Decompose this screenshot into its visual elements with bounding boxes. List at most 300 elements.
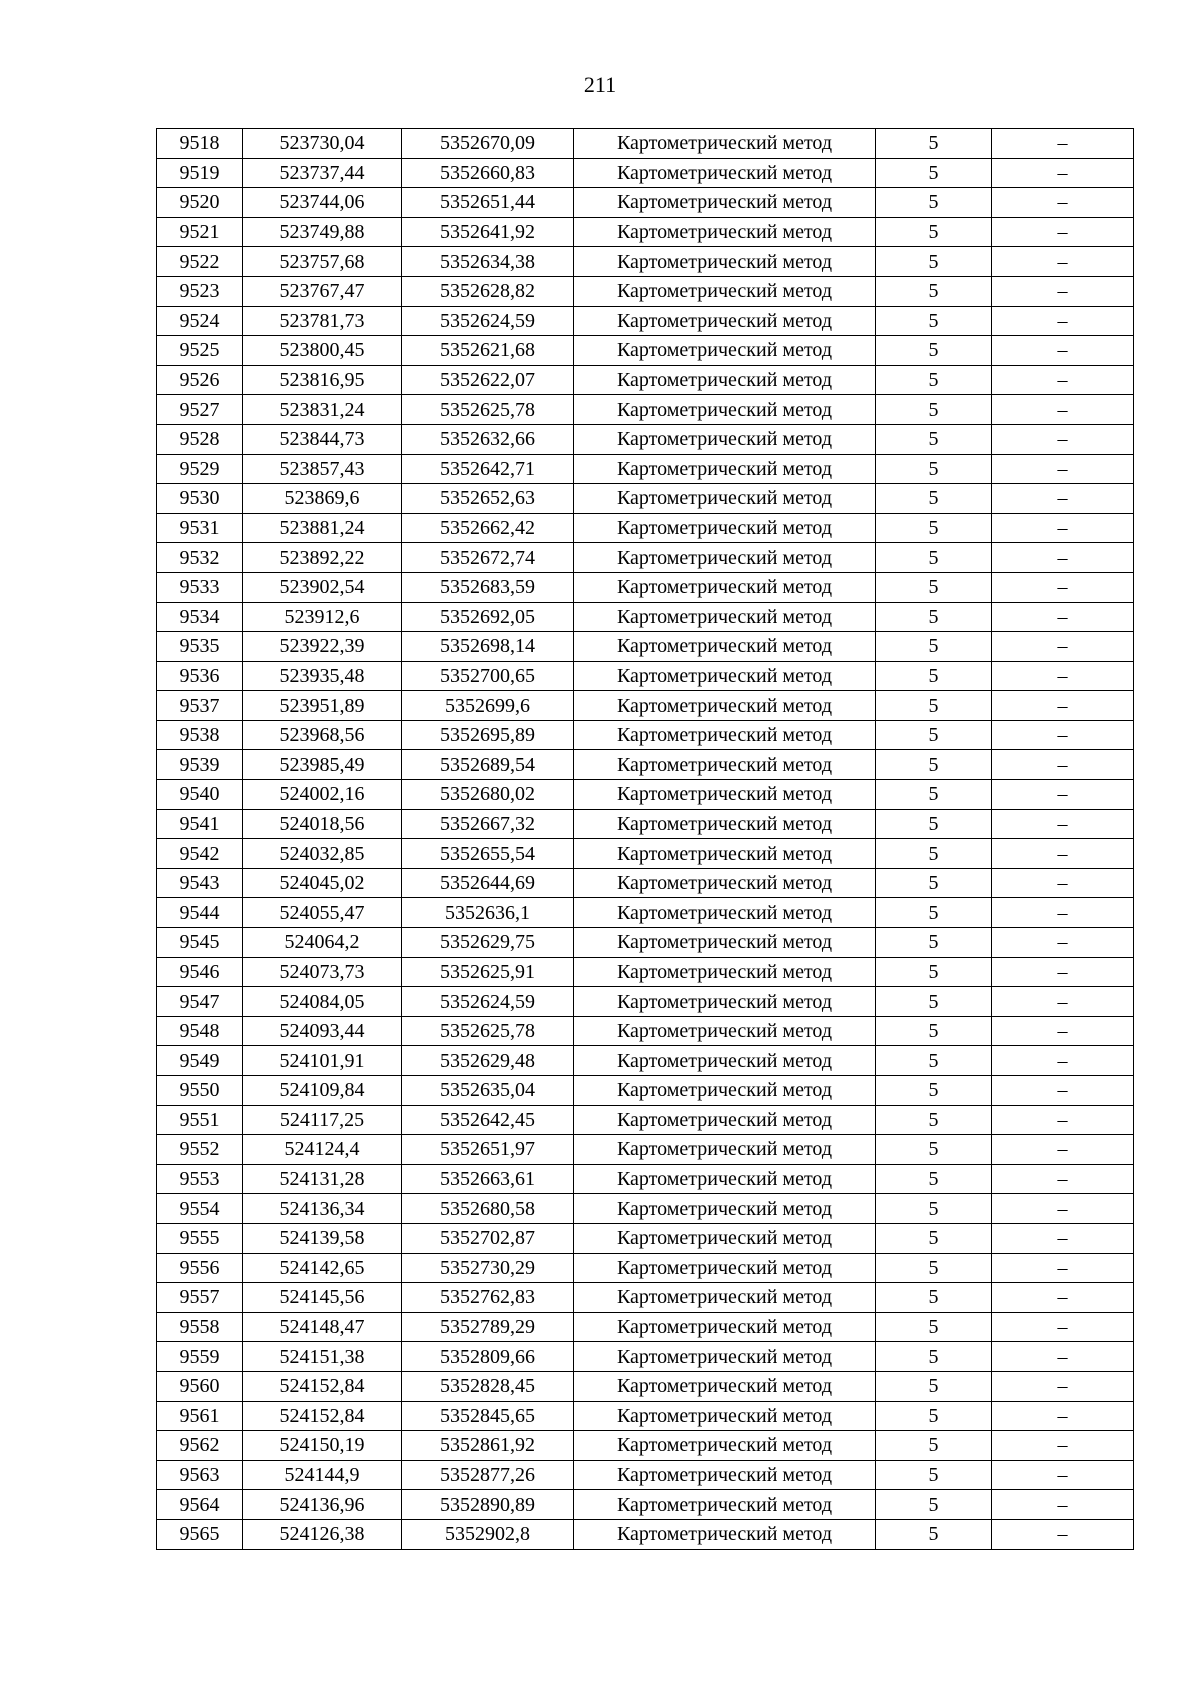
- x-coordinate-cell: 523737,44: [243, 158, 402, 188]
- table-row: [157, 1519, 1134, 1549]
- point-number-cell: 9524: [157, 306, 243, 336]
- y-coordinate-cell: 5352621,68: [402, 336, 574, 366]
- method-cell: Картометрический метод: [574, 1490, 876, 1520]
- accuracy-cell: 5: [876, 987, 992, 1017]
- method-cell: Картометрический метод: [574, 957, 876, 987]
- note-cell: –: [992, 129, 1134, 159]
- table-row: [157, 1371, 1134, 1401]
- accuracy-cell: 5: [876, 543, 992, 573]
- x-coordinate-cell: 524145,56: [243, 1283, 402, 1313]
- note-cell: –: [992, 1135, 1134, 1165]
- y-coordinate-cell: 5352695,89: [402, 720, 574, 750]
- x-coordinate-cell: 523935,48: [243, 661, 402, 691]
- y-coordinate-cell: 5352670,09: [402, 129, 574, 159]
- y-coordinate-cell: 5352635,04: [402, 1076, 574, 1106]
- accuracy-cell: 5: [876, 1283, 992, 1313]
- accuracy-cell: 5: [876, 1312, 992, 1342]
- accuracy-cell: 5: [876, 1223, 992, 1253]
- method-cell: Картометрический метод: [574, 217, 876, 247]
- table-row: [157, 1076, 1134, 1106]
- x-coordinate-cell: 524126,38: [243, 1519, 402, 1549]
- x-coordinate-cell: 524139,58: [243, 1223, 402, 1253]
- table-row: [157, 1460, 1134, 1490]
- point-number-cell: 9560: [157, 1371, 243, 1401]
- note-cell: –: [992, 1519, 1134, 1549]
- point-number-cell: 9532: [157, 543, 243, 573]
- point-number-cell: 9548: [157, 1016, 243, 1046]
- x-coordinate-cell: 523800,45: [243, 336, 402, 366]
- table-row: [157, 928, 1134, 958]
- table-row: [157, 395, 1134, 425]
- table-row: [157, 809, 1134, 839]
- table-row: [157, 1431, 1134, 1461]
- point-number-cell: 9530: [157, 484, 243, 514]
- accuracy-cell: 5: [876, 513, 992, 543]
- y-coordinate-cell: 5352655,54: [402, 839, 574, 869]
- method-cell: Картометрический метод: [574, 632, 876, 662]
- point-number-cell: 9537: [157, 691, 243, 721]
- method-cell: Картометрический метод: [574, 247, 876, 277]
- note-cell: –: [992, 632, 1134, 662]
- table-row: [157, 1164, 1134, 1194]
- note-cell: –: [992, 720, 1134, 750]
- y-coordinate-cell: 5352652,63: [402, 484, 574, 514]
- accuracy-cell: 5: [876, 957, 992, 987]
- method-cell: Картометрический метод: [574, 691, 876, 721]
- accuracy-cell: 5: [876, 898, 992, 928]
- x-coordinate-cell: 524064,2: [243, 928, 402, 958]
- accuracy-cell: 5: [876, 484, 992, 514]
- note-cell: –: [992, 780, 1134, 810]
- x-coordinate-cell: 524131,28: [243, 1164, 402, 1194]
- point-number-cell: 9562: [157, 1431, 243, 1461]
- x-coordinate-cell: 524002,16: [243, 780, 402, 810]
- method-cell: Картометрический метод: [574, 720, 876, 750]
- table-row: [157, 365, 1134, 395]
- note-cell: –: [992, 572, 1134, 602]
- point-number-cell: 9520: [157, 188, 243, 218]
- method-cell: Картометрический метод: [574, 839, 876, 869]
- table-row: [157, 1342, 1134, 1372]
- point-number-cell: 9549: [157, 1046, 243, 1076]
- y-coordinate-cell: 5352828,45: [402, 1371, 574, 1401]
- x-coordinate-cell: 523985,49: [243, 750, 402, 780]
- table-row: [157, 1223, 1134, 1253]
- x-coordinate-cell: 524142,65: [243, 1253, 402, 1283]
- note-cell: –: [992, 957, 1134, 987]
- point-number-cell: 9523: [157, 276, 243, 306]
- y-coordinate-cell: 5352680,58: [402, 1194, 574, 1224]
- method-cell: Картометрический метод: [574, 513, 876, 543]
- method-cell: Картометрический метод: [574, 306, 876, 336]
- note-cell: –: [992, 1431, 1134, 1461]
- y-coordinate-cell: 5352672,74: [402, 543, 574, 573]
- note-cell: –: [992, 661, 1134, 691]
- point-number-cell: 9536: [157, 661, 243, 691]
- point-number-cell: 9564: [157, 1490, 243, 1520]
- x-coordinate-cell: 523730,04: [243, 129, 402, 159]
- accuracy-cell: 5: [876, 720, 992, 750]
- table-row: [157, 868, 1134, 898]
- note-cell: –: [992, 1076, 1134, 1106]
- table-row: [157, 454, 1134, 484]
- point-number-cell: 9525: [157, 336, 243, 366]
- note-cell: –: [992, 454, 1134, 484]
- table-row: [157, 1046, 1134, 1076]
- x-coordinate-cell: 523757,68: [243, 247, 402, 277]
- y-coordinate-cell: 5352877,26: [402, 1460, 574, 1490]
- x-coordinate-cell: 524124,4: [243, 1135, 402, 1165]
- y-coordinate-cell: 5352622,07: [402, 365, 574, 395]
- note-cell: –: [992, 188, 1134, 218]
- y-coordinate-cell: 5352644,69: [402, 868, 574, 898]
- method-cell: Картометрический метод: [574, 276, 876, 306]
- note-cell: –: [992, 1105, 1134, 1135]
- point-number-cell: 9557: [157, 1283, 243, 1313]
- point-number-cell: 9552: [157, 1135, 243, 1165]
- table-row: [157, 1105, 1134, 1135]
- y-coordinate-cell: 5352680,02: [402, 780, 574, 810]
- accuracy-cell: 5: [876, 572, 992, 602]
- y-coordinate-cell: 5352683,59: [402, 572, 574, 602]
- x-coordinate-cell: 524117,25: [243, 1105, 402, 1135]
- point-number-cell: 9542: [157, 839, 243, 869]
- y-coordinate-cell: 5352667,32: [402, 809, 574, 839]
- point-number-cell: 9541: [157, 809, 243, 839]
- point-number-cell: 9529: [157, 454, 243, 484]
- y-coordinate-cell: 5352730,29: [402, 1253, 574, 1283]
- table-row: [157, 839, 1134, 869]
- table-row: [157, 247, 1134, 277]
- note-cell: –: [992, 306, 1134, 336]
- x-coordinate-cell: 524073,73: [243, 957, 402, 987]
- accuracy-cell: 5: [876, 1401, 992, 1431]
- accuracy-cell: 5: [876, 928, 992, 958]
- point-number-cell: 9546: [157, 957, 243, 987]
- x-coordinate-cell: 523892,22: [243, 543, 402, 573]
- method-cell: Картометрический метод: [574, 1283, 876, 1313]
- table-row: [157, 1194, 1134, 1224]
- accuracy-cell: 5: [876, 780, 992, 810]
- method-cell: Картометрический метод: [574, 1431, 876, 1461]
- method-cell: Картометрический метод: [574, 809, 876, 839]
- method-cell: Картометрический метод: [574, 454, 876, 484]
- note-cell: –: [992, 928, 1134, 958]
- method-cell: Картометрический метод: [574, 424, 876, 454]
- table-row: [157, 158, 1134, 188]
- point-number-cell: 9521: [157, 217, 243, 247]
- point-number-cell: 9561: [157, 1401, 243, 1431]
- point-number-cell: 9534: [157, 602, 243, 632]
- note-cell: –: [992, 750, 1134, 780]
- method-cell: Картометрический метод: [574, 602, 876, 632]
- accuracy-cell: 5: [876, 1342, 992, 1372]
- accuracy-cell: 5: [876, 1253, 992, 1283]
- x-coordinate-cell: 523902,54: [243, 572, 402, 602]
- method-cell: Картометрический метод: [574, 1016, 876, 1046]
- point-number-cell: 9555: [157, 1223, 243, 1253]
- point-number-cell: 9526: [157, 365, 243, 395]
- accuracy-cell: 5: [876, 1460, 992, 1490]
- x-coordinate-cell: 524055,47: [243, 898, 402, 928]
- accuracy-cell: 5: [876, 1016, 992, 1046]
- note-cell: –: [992, 424, 1134, 454]
- note-cell: –: [992, 247, 1134, 277]
- point-number-cell: 9545: [157, 928, 243, 958]
- point-number-cell: 9518: [157, 129, 243, 159]
- method-cell: Картометрический метод: [574, 1105, 876, 1135]
- method-cell: Картометрический метод: [574, 395, 876, 425]
- method-cell: Картометрический метод: [574, 898, 876, 928]
- note-cell: –: [992, 217, 1134, 247]
- method-cell: Картометрический метод: [574, 572, 876, 602]
- x-coordinate-cell: 524144,9: [243, 1460, 402, 1490]
- method-cell: Картометрический метод: [574, 1460, 876, 1490]
- table-row: [157, 188, 1134, 218]
- coordinates-table: [156, 128, 1134, 1550]
- method-cell: Картометрический метод: [574, 158, 876, 188]
- accuracy-cell: 5: [876, 454, 992, 484]
- point-number-cell: 9556: [157, 1253, 243, 1283]
- y-coordinate-cell: 5352625,78: [402, 395, 574, 425]
- accuracy-cell: 5: [876, 1135, 992, 1165]
- method-cell: Картометрический метод: [574, 661, 876, 691]
- table-row: [157, 1016, 1134, 1046]
- note-cell: –: [992, 1046, 1134, 1076]
- note-cell: –: [992, 1401, 1134, 1431]
- note-cell: –: [992, 1371, 1134, 1401]
- x-coordinate-cell: 524151,38: [243, 1342, 402, 1372]
- method-cell: Картометрический метод: [574, 1046, 876, 1076]
- table-row: [157, 691, 1134, 721]
- accuracy-cell: 5: [876, 750, 992, 780]
- x-coordinate-cell: 523881,24: [243, 513, 402, 543]
- accuracy-cell: 5: [876, 336, 992, 366]
- note-cell: –: [992, 158, 1134, 188]
- method-cell: Картометрический метод: [574, 1253, 876, 1283]
- point-number-cell: 9531: [157, 513, 243, 543]
- y-coordinate-cell: 5352629,48: [402, 1046, 574, 1076]
- accuracy-cell: 5: [876, 1490, 992, 1520]
- note-cell: –: [992, 543, 1134, 573]
- point-number-cell: 9558: [157, 1312, 243, 1342]
- note-cell: –: [992, 1164, 1134, 1194]
- note-cell: –: [992, 691, 1134, 721]
- note-cell: –: [992, 1253, 1134, 1283]
- point-number-cell: 9553: [157, 1164, 243, 1194]
- accuracy-cell: 5: [876, 809, 992, 839]
- accuracy-cell: 5: [876, 1105, 992, 1135]
- method-cell: Картометрический метод: [574, 1194, 876, 1224]
- method-cell: Картометрический метод: [574, 188, 876, 218]
- y-coordinate-cell: 5352651,97: [402, 1135, 574, 1165]
- x-coordinate-cell: 524150,19: [243, 1431, 402, 1461]
- accuracy-cell: 5: [876, 395, 992, 425]
- table-row: [157, 513, 1134, 543]
- accuracy-cell: 5: [876, 1371, 992, 1401]
- x-coordinate-cell: 523922,39: [243, 632, 402, 662]
- table-row: [157, 1253, 1134, 1283]
- accuracy-cell: 5: [876, 661, 992, 691]
- point-number-cell: 9522: [157, 247, 243, 277]
- y-coordinate-cell: 5352692,05: [402, 602, 574, 632]
- point-number-cell: 9539: [157, 750, 243, 780]
- y-coordinate-cell: 5352636,1: [402, 898, 574, 928]
- point-number-cell: 9519: [157, 158, 243, 188]
- x-coordinate-cell: 524148,47: [243, 1312, 402, 1342]
- method-cell: Картометрический метод: [574, 543, 876, 573]
- y-coordinate-cell: 5352809,66: [402, 1342, 574, 1372]
- note-cell: –: [992, 276, 1134, 306]
- point-number-cell: 9559: [157, 1342, 243, 1372]
- method-cell: Картометрический метод: [574, 1312, 876, 1342]
- method-cell: Картометрический метод: [574, 365, 876, 395]
- x-coordinate-cell: 523831,24: [243, 395, 402, 425]
- point-number-cell: 9550: [157, 1076, 243, 1106]
- table-row: [157, 424, 1134, 454]
- note-cell: –: [992, 1016, 1134, 1046]
- method-cell: Картометрический метод: [574, 868, 876, 898]
- table-row: [157, 1283, 1134, 1313]
- point-number-cell: 9538: [157, 720, 243, 750]
- table-row: [157, 632, 1134, 662]
- point-number-cell: 9528: [157, 424, 243, 454]
- x-coordinate-cell: 523767,47: [243, 276, 402, 306]
- method-cell: Картометрический метод: [574, 1519, 876, 1549]
- x-coordinate-cell: 524109,84: [243, 1076, 402, 1106]
- y-coordinate-cell: 5352845,65: [402, 1401, 574, 1431]
- x-coordinate-cell: 524136,34: [243, 1194, 402, 1224]
- table-row: [157, 780, 1134, 810]
- note-cell: –: [992, 1194, 1134, 1224]
- x-coordinate-cell: 523749,88: [243, 217, 402, 247]
- accuracy-cell: 5: [876, 276, 992, 306]
- x-coordinate-cell: 524152,84: [243, 1401, 402, 1431]
- method-cell: Картометрический метод: [574, 484, 876, 514]
- table-row: [157, 750, 1134, 780]
- accuracy-cell: 5: [876, 691, 992, 721]
- note-cell: –: [992, 513, 1134, 543]
- y-coordinate-cell: 5352625,91: [402, 957, 574, 987]
- table-row: [157, 898, 1134, 928]
- note-cell: –: [992, 868, 1134, 898]
- x-coordinate-cell: 523844,73: [243, 424, 402, 454]
- table-row: [157, 484, 1134, 514]
- x-coordinate-cell: 523951,89: [243, 691, 402, 721]
- y-coordinate-cell: 5352625,78: [402, 1016, 574, 1046]
- accuracy-cell: 5: [876, 839, 992, 869]
- point-number-cell: 9544: [157, 898, 243, 928]
- table-row: [157, 336, 1134, 366]
- accuracy-cell: 5: [876, 158, 992, 188]
- accuracy-cell: 5: [876, 1431, 992, 1461]
- point-number-cell: 9543: [157, 868, 243, 898]
- method-cell: Картометрический метод: [574, 129, 876, 159]
- note-cell: –: [992, 809, 1134, 839]
- note-cell: –: [992, 1223, 1134, 1253]
- x-coordinate-cell: 523912,6: [243, 602, 402, 632]
- table-row: [157, 572, 1134, 602]
- table-row: [157, 306, 1134, 336]
- accuracy-cell: 5: [876, 424, 992, 454]
- y-coordinate-cell: 5352642,71: [402, 454, 574, 484]
- y-coordinate-cell: 5352641,92: [402, 217, 574, 247]
- x-coordinate-cell: 524152,84: [243, 1371, 402, 1401]
- table-row: [157, 217, 1134, 247]
- note-cell: –: [992, 484, 1134, 514]
- y-coordinate-cell: 5352700,65: [402, 661, 574, 691]
- accuracy-cell: 5: [876, 1194, 992, 1224]
- accuracy-cell: 5: [876, 188, 992, 218]
- table-row: [157, 1490, 1134, 1520]
- point-number-cell: 9565: [157, 1519, 243, 1549]
- note-cell: –: [992, 1342, 1134, 1372]
- y-coordinate-cell: 5352762,83: [402, 1283, 574, 1313]
- x-coordinate-cell: 523869,6: [243, 484, 402, 514]
- x-coordinate-cell: 523816,95: [243, 365, 402, 395]
- note-cell: –: [992, 602, 1134, 632]
- point-number-cell: 9540: [157, 780, 243, 810]
- point-number-cell: 9551: [157, 1105, 243, 1135]
- y-coordinate-cell: 5352861,92: [402, 1431, 574, 1461]
- y-coordinate-cell: 5352634,38: [402, 247, 574, 277]
- note-cell: –: [992, 987, 1134, 1017]
- x-coordinate-cell: 524018,56: [243, 809, 402, 839]
- x-coordinate-cell: 523744,06: [243, 188, 402, 218]
- y-coordinate-cell: 5352698,14: [402, 632, 574, 662]
- accuracy-cell: 5: [876, 217, 992, 247]
- note-cell: –: [992, 365, 1134, 395]
- y-coordinate-cell: 5352702,87: [402, 1223, 574, 1253]
- point-number-cell: 9527: [157, 395, 243, 425]
- y-coordinate-cell: 5352651,44: [402, 188, 574, 218]
- x-coordinate-cell: 524084,05: [243, 987, 402, 1017]
- y-coordinate-cell: 5352890,89: [402, 1490, 574, 1520]
- note-cell: –: [992, 336, 1134, 366]
- method-cell: Картометрический метод: [574, 1342, 876, 1372]
- table-row: [157, 129, 1134, 159]
- y-coordinate-cell: 5352632,66: [402, 424, 574, 454]
- note-cell: –: [992, 1283, 1134, 1313]
- note-cell: –: [992, 395, 1134, 425]
- method-cell: Картометрический метод: [574, 1401, 876, 1431]
- y-coordinate-cell: 5352642,45: [402, 1105, 574, 1135]
- y-coordinate-cell: 5352789,29: [402, 1312, 574, 1342]
- page-number: 211: [583, 72, 617, 97]
- coordinates-table-body: [157, 129, 1134, 1550]
- method-cell: Картометрический метод: [574, 750, 876, 780]
- note-cell: –: [992, 1312, 1134, 1342]
- table-row: [157, 276, 1134, 306]
- table-row: [157, 987, 1134, 1017]
- table-row: [157, 661, 1134, 691]
- table-row: [157, 602, 1134, 632]
- y-coordinate-cell: 5352660,83: [402, 158, 574, 188]
- table-row: [157, 1312, 1134, 1342]
- table-row: [157, 720, 1134, 750]
- y-coordinate-cell: 5352902,8: [402, 1519, 574, 1549]
- method-cell: Картометрический метод: [574, 1164, 876, 1194]
- x-coordinate-cell: 523968,56: [243, 720, 402, 750]
- y-coordinate-cell: 5352624,59: [402, 306, 574, 336]
- x-coordinate-cell: 524045,02: [243, 868, 402, 898]
- y-coordinate-cell: 5352624,59: [402, 987, 574, 1017]
- point-number-cell: 9554: [157, 1194, 243, 1224]
- accuracy-cell: 5: [876, 868, 992, 898]
- point-number-cell: 9533: [157, 572, 243, 602]
- method-cell: Картометрический метод: [574, 336, 876, 366]
- note-cell: –: [992, 1490, 1134, 1520]
